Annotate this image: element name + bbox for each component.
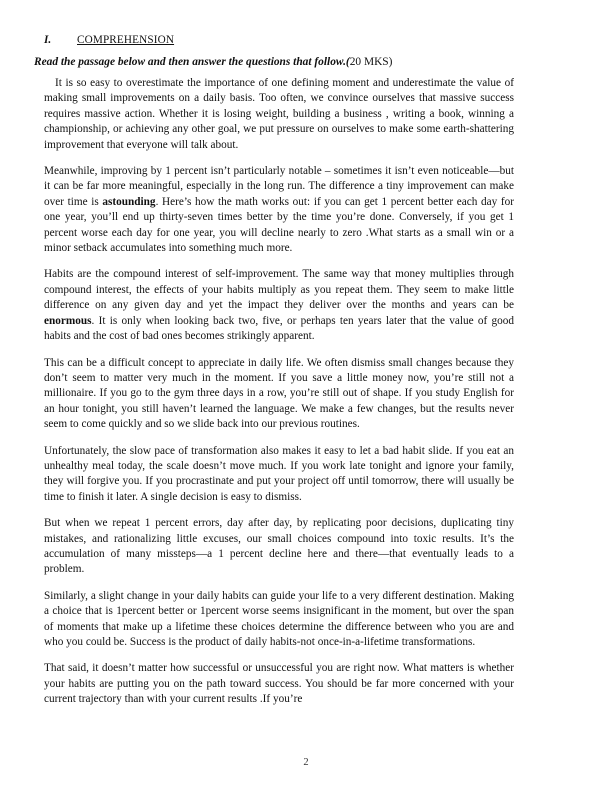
passage-paragraph: Meanwhile, improving by 1 percent isn’t particularly notable – sometimes it isn’t even noticeable—but it can be far more meaningful, especially in the long run. The difference a tiny improvement can make over time is astounding. Here’s how the math works out: if you can get 1 percent better each day for one year, you’ll end up thirty-seven times better by the time you’re done. Conversely, if you get 1 percent worse each day for one year, you will decline nearly to zero .What starts as a small win or a minor setback accumulates into something much more. xyxy=(44,165,514,255)
page-number: 2 xyxy=(303,757,309,768)
emphasis-text: enormous xyxy=(44,314,92,327)
passage-paragraph: Unfortunately, the slow pace of transformation also makes it easy to let a bad habit slide. If you eat an unhealthy meal today, the scale doesn’t move much. If you work late tonight and ignore your family, they will forgive you. If you procrastinate and put your project off until tomorrow, there will usually be time to finish it later. A single decision is easy to dismiss. xyxy=(44,444,514,503)
passage-paragraph: It is so easy to overestimate the importance of one defining moment and underestimate the value of making small improvements on a daily basis. Too often, we convince ourselves that massive success requires massive action. Whether it is losing weight, building a business , writing a book, winning a championship, or achieving any other goal, we put pressure on ourselves to make some earth-shattering improvement that everyone will talk about. xyxy=(44,77,514,151)
passage-paragraph: That said, it doesn’t matter how successful or unsuccessful you are right now. What matters is whether your habits are putting you on the path toward success. You should be far more concerned with your current trajectory than with your current results .If you’re xyxy=(44,662,514,706)
instruction-text: Read the passage below and then answer the questions that follow.( xyxy=(34,56,350,68)
instruction-marks: 20 MKS) xyxy=(349,56,393,68)
instruction-line xyxy=(34,55,524,70)
passage-body xyxy=(44,76,514,719)
section-title: COMPREHENSION xyxy=(77,34,175,46)
passage-paragraph: Similarly, a slight change in your daily habits can guide your life to a very different destination. Making a choice that is 1percent better or 1percent worse seems insignificant in the moment, but over the span of moments that make up a lifetime these choices determine the difference between who you are and who you could be. Success is the product of daily habits-not once-in-a-lifetime transformations. xyxy=(44,589,514,648)
section-heading xyxy=(44,33,514,47)
emphasis-text: astounding xyxy=(102,195,156,208)
section-numeral: I. xyxy=(44,34,52,46)
passage-paragraph: Habits are the compound interest of self-improvement. The same way that money multiplies through compound interest, the effects of your habits multiply as you repeat them. They seem to make little difference on any given day and yet the impact they deliver over the months and years can be enormous. It is only when looking back two, five, or perhaps ten years later that the value of good habits and the cost of bad ones becomes strikingly apparent. xyxy=(44,268,514,343)
passage-paragraph: But when we repeat 1 percent errors, day after day, by replicating poor decisions, duplicating tiny mistakes, and rationalizing little excuses, our small choices compound into toxic results. It’s the accumulation of many missteps—a 1 percent decline here and there—that eventually leads to a problem. xyxy=(44,517,514,576)
passage-paragraph: This can be a difficult concept to appreciate in daily life. We often dismiss small changes because they don’t seem to matter very much in the moment. If you save a little money now, you’re still not a millionaire. If you go to the gym three days in a row, you’re still out of shape. If you study English for an hour tonight, you still haven’t learned the language. We make a few changes, but the results never seem to come quickly and so we slide back into our previous routines. xyxy=(44,356,514,431)
